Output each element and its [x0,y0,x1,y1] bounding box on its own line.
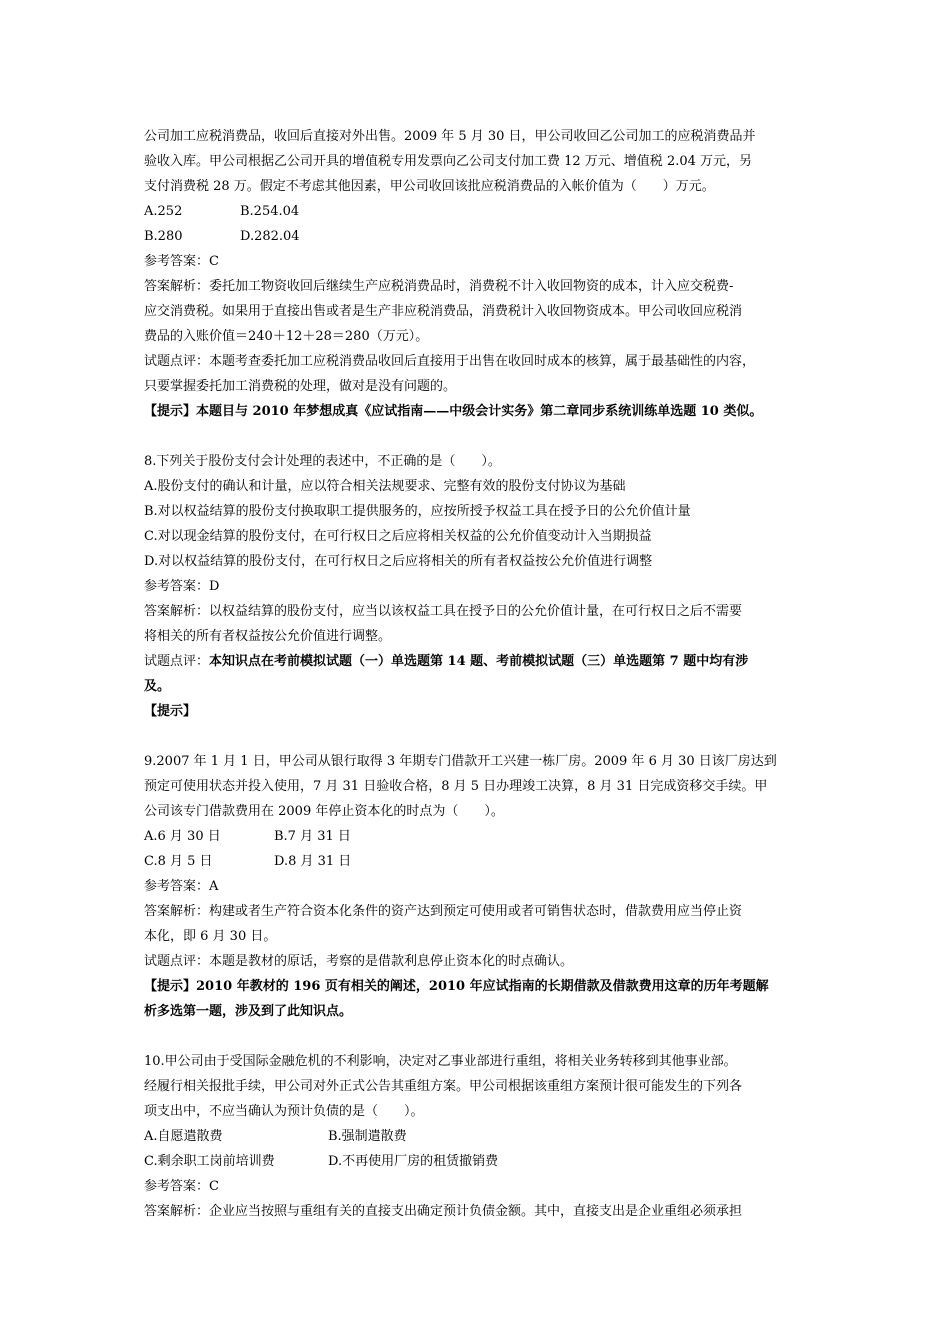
question-stem-line: 公司加工应税消费品，收回后直接对外出售。2009 年 5 月 30 日，甲公司收回乙公司加工的应税消费品并 [144,129,756,144]
option-d: D.8 月 31 日 [274,854,352,869]
question-comment-line: 只要掌握委托加工消费税的处理，做对是没有问题的。 [144,379,457,394]
question-10 [144,1049,816,1224]
option-a: A.股份支付的确认和计量，应以符合相关法规要求、完整有效的股份支付协议为基础 [144,479,626,494]
document-page [144,124,816,1224]
answer-analysis-line: 费品的入账价值＝240＋12＋28＝280（万元）。 [144,329,429,344]
tip-note: 【提示】2010 年教材的 196 页有相关的阐述，2010 年应试指南的长期借款及借款费用这章的历年考题解 [144,979,769,994]
question-stem-line: 经履行相关报批手续，甲公司对外正式公告其重组方案。甲公司根据该重组方案预计很可能发生的下列各 [144,1079,743,1094]
options-row [144,224,816,249]
reference-answer: 参考答案：A [144,879,219,894]
question-stem-line: 支付消费税 28 万。假定不考虑其他因素，甲公司收回该批应税消费品的入帐价值为（ ）万元。 [144,179,715,194]
question-stem-line: 预定可使用状态并投入使用，7 月 31 日验收合格，8 月 5 日办理竣工决算，8 月 31 日完成资移交手续。甲 [144,779,768,794]
spacer [144,724,816,749]
question-comment-line: 试题点评：本题是教材的原话，考察的是借款利息停止资本化的时点确认。 [144,954,574,969]
spacer [144,1024,816,1049]
reference-answer: 参考答案：C [144,254,219,269]
answer-analysis-line: 将相关的所有者权益按公允价值进行调整。 [144,629,392,644]
option-d: D.不再使用厂房的租赁撤销费 [328,1154,499,1169]
question-stem-line: 10.甲公司由于受国际金融危机的不利影响，决定对乙事业部进行重组，将相关业务转移到其他事业部。 [144,1054,737,1069]
question-stem-line: 项支出中，不应当确认为预计负债的是（ ）。 [144,1104,424,1119]
question-9 [144,749,816,1024]
comment-text: 本知识点在考前模拟试题（一）单选题第 14 题、考前模拟试题（三）单选题第 7 题中均有涉 [209,654,749,669]
tip-note: 【提示】 [144,704,197,719]
option-c: B.280 [144,229,183,244]
tip-note: 析多选第一题，涉及到了此知识点。 [144,1004,353,1019]
spacer [144,424,816,449]
answer-analysis-line: 答案解析：构建或者生产符合资本化条件的资产达到预定可使用或者可销售状态时，借款费用应当停止资 [144,904,743,919]
answer-analysis-line: 应交消费税。如果用于直接出售或者是生产非应税消费品，消费税计入收回物资成本。甲公司收回应税消 [144,304,743,319]
question-comment-line [144,649,816,674]
option-a: A.6 月 30 日 [144,829,221,844]
reference-answer: 参考答案：D [144,579,220,594]
option-c: C.剩余职工岗前培训费 [144,1154,275,1169]
option-b: B.强制遣散费 [328,1129,407,1144]
answer-analysis-line: 答案解析：以权益结算的股份支付，应当以该权益工具在授予日的公允价值计量，在可行权日之后不需要 [144,604,743,619]
option-a: A.252 [144,204,183,219]
answer-analysis-line: 答案解析：企业应当按照与重组有关的直接支出确定预计负债金额。其中，直接支出是企业重组必须承担 [144,1204,743,1219]
options-row [144,1149,816,1174]
question-comment-line: 及。 [144,679,171,694]
option-c: C.8 月 5 日 [144,854,213,869]
options-row [144,1124,816,1149]
reference-answer: 参考答案：C [144,1179,219,1194]
options-row [144,849,816,874]
option-b: B.7 月 31 日 [274,829,351,844]
question-stem-line: 8.下列关于股份支付会计处理的表述中，不正确的是（ ）。 [144,454,501,469]
question-stem-line: 验收入库。甲公司根据乙公司开具的增值税专用发票向乙公司支付加工费 12 万元、增值税 2.04 万元，另 [144,154,753,169]
option-c: C.对以现金结算的股份支付，在可行权日之后应将相关权益的公允价值变动计入当期损益 [144,529,652,544]
question-8 [144,449,816,724]
options-row [144,199,816,224]
option-d: D.282.04 [240,229,300,244]
answer-analysis-line: 本化，即 6 月 30 日。 [144,929,277,944]
option-d: D.对以权益结算的股份支付，在可行权日之后应将相关的所有者权益按公允价值进行调整 [144,554,653,569]
question-comment-line: 试题点评：本题考查委托加工应税消费品收回后直接用于出售在收回时成本的核算，属于最基础性的内容， [144,354,756,369]
option-a: A.自愿遣散费 [144,1129,223,1144]
comment-label: 试题点评： [144,654,210,669]
question-stem-line: 公司该专门借款费用在 2009 年停止资本化的时点为（ ）。 [144,804,504,819]
tip-note: 【提示】本题目与 2010 年梦想成真《应试指南——中级会计实务》第二章同步系统训练单选题 10 类似。 [144,404,763,419]
option-b: B.对以权益结算的股份支付换取职工提供服务的，应按所授予权益工具在授予日的公允价值计量 [144,504,691,519]
options-row [144,824,816,849]
option-b: B.254.04 [240,204,300,219]
question-stem-line: 9.2007 年 1 月 1 日，甲公司从银行取得 3 年期专门借款开工兴建一栋厂房。2009 年 6 月 30 日该厂房达到 [144,754,777,769]
answer-analysis-line: 答案解析：委托加工物资收回后继续生产应税消费品时，消费税不计入收回物资的成本，计入应交税费- [144,279,734,294]
question-7 [144,124,816,424]
